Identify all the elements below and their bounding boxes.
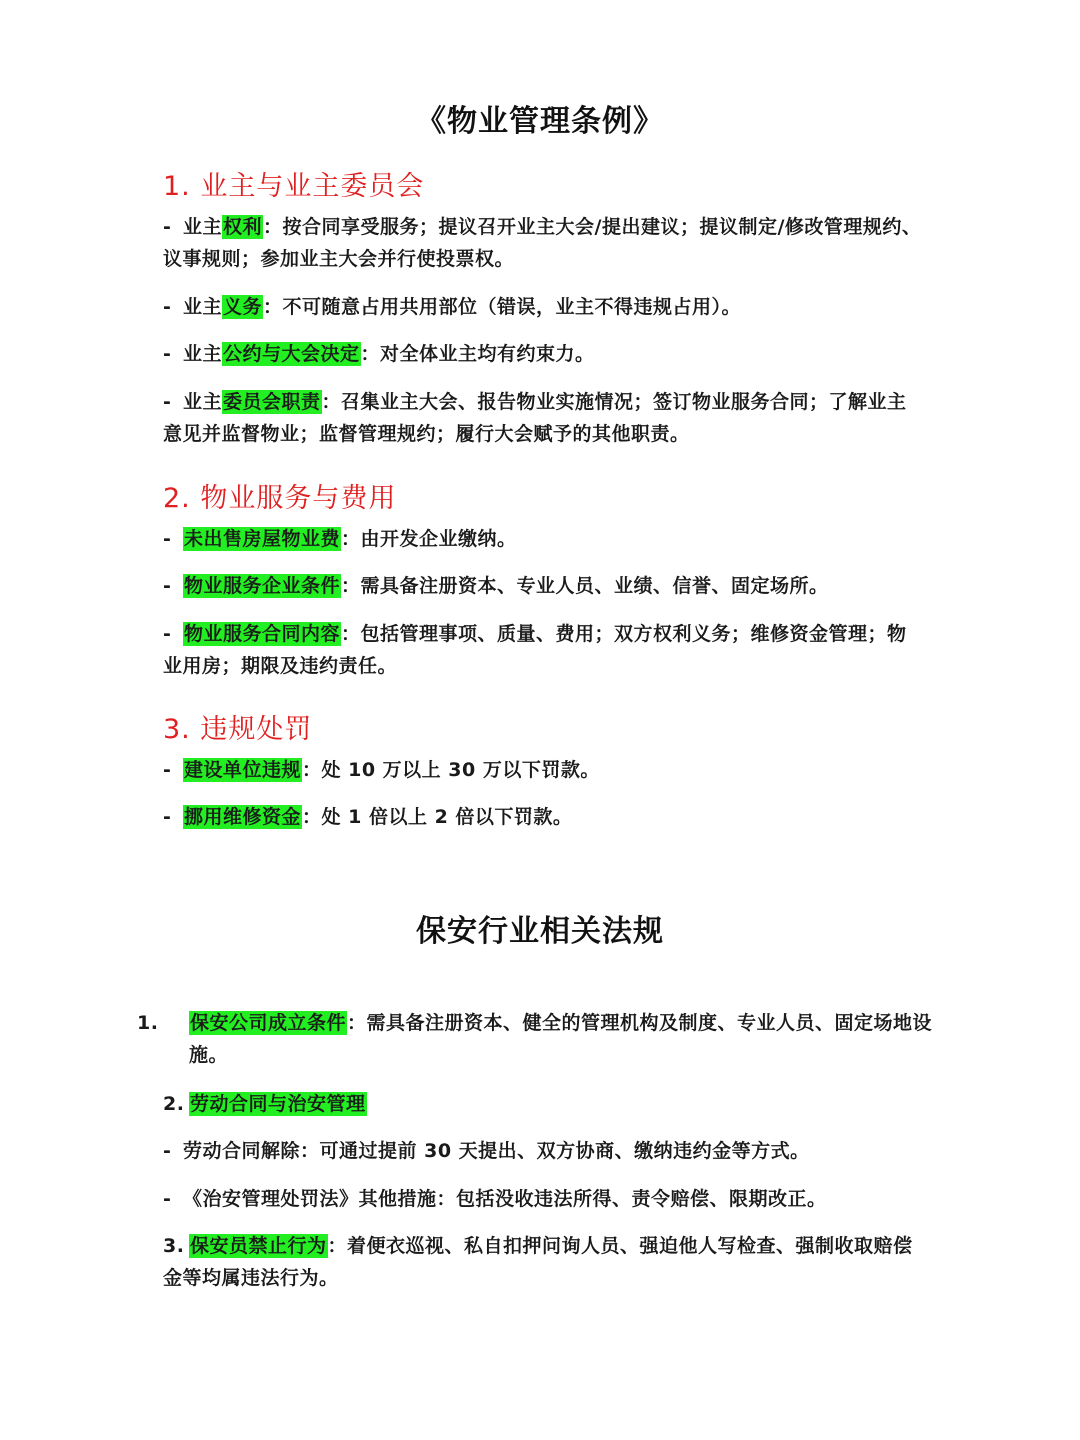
bullet-dash: -: [163, 296, 172, 318]
highlighted-term: 委员会职责: [223, 391, 321, 413]
item-text: ：召集业主大会、报告物业实施情况；签订物业服务合同；了解业主意见并监督物业；监督管理规约；履行大会赋予的其他职责。: [163, 391, 907, 445]
item-text: ：处 10 万以上 30 万以下罚款。: [302, 759, 600, 781]
bullet-dash: -: [163, 759, 172, 781]
section-heading-services: 2. 物业服务与费用: [163, 483, 397, 514]
document-title: 《物业管理条例》: [416, 104, 664, 139]
item-text: ：处 1 倍以上 2 倍以下罚款。: [302, 806, 573, 828]
highlighted-term: 公约与大会决定: [223, 343, 360, 365]
section-heading-penalties: 3. 违规处罚: [163, 714, 313, 745]
highlighted-term: 未出售房屋物业费: [184, 528, 341, 550]
bullet-dash: -: [163, 1188, 172, 1210]
list-item: [163, 386, 923, 450]
list-item: [163, 754, 923, 786]
list-item: [163, 1230, 923, 1294]
list-item: [163, 338, 923, 370]
list-item: [163, 1088, 923, 1120]
highlighted-term: 物业服务合同内容: [184, 623, 341, 645]
item-text: ：由开发企业缴纳。: [341, 528, 517, 550]
item-text: ：对全体业主均有约束力。: [360, 343, 595, 365]
highlighted-term: 保安公司成立条件: [190, 1012, 347, 1034]
list-item: [163, 1183, 923, 1215]
item-text: ：着便衣巡视、私自扣押问询人员、强迫他人写检查、强制收取赔偿金等均属违法行为。: [163, 1235, 913, 1289]
list-item: [163, 211, 923, 275]
list-item: [163, 1135, 923, 1167]
bullet-dash: -: [163, 623, 172, 645]
item-number: 3.: [163, 1235, 185, 1257]
item-text: ：按合同享受服务；提议召开业主大会/提出建议；提议制定/修改管理规约、议事规则；参加业主大会并行使投票权。: [163, 216, 922, 270]
item-number: 1.: [137, 1012, 159, 1034]
item-text: ：需具备注册资本、健全的管理机构及制度、专业人员、固定场地设施。: [189, 1012, 933, 1066]
item-text: ：不可随意占用共用部位（错误，业主不得违规占用）。: [263, 296, 742, 318]
item-text: 《治安管理处罚法》其他措施：包括没收违法所得、责令赔偿、限期改正。: [183, 1188, 827, 1210]
item-prefix: 业主: [183, 296, 223, 318]
highlighted-term: 建设单位违规: [184, 759, 302, 781]
item-prefix: 业主: [183, 216, 223, 238]
highlighted-term: 物业服务企业条件: [184, 575, 341, 597]
bullet-dash: -: [163, 806, 172, 828]
highlighted-term: 保安员禁止行为: [190, 1235, 327, 1257]
list-item: [137, 1007, 935, 1071]
highlighted-term: 权利: [223, 216, 263, 238]
list-item: [163, 801, 923, 833]
item-text: 劳动合同解除：可通过提前 30 天提出、双方协商、缴纳违约金等方式。: [183, 1140, 810, 1162]
item-text: ：包括管理事项、质量、费用；双方权利义务；维修资金管理；物业用房；期限及违约责任。: [163, 623, 907, 677]
highlighted-term: 挪用维修资金: [184, 806, 302, 828]
item-text: ：需具备注册资本、专业人员、业绩、信誉、固定场所。: [341, 575, 829, 597]
highlighted-term: 劳动合同与治安管理: [190, 1093, 366, 1115]
list-item: [163, 618, 923, 682]
list-item: [163, 291, 923, 323]
section-heading-owners: 1. 业主与业主委员会: [163, 171, 425, 202]
item-number: 2.: [163, 1093, 185, 1115]
bullet-dash: -: [163, 343, 172, 365]
item-prefix: 业主: [183, 343, 223, 365]
list-item: [163, 570, 923, 602]
bullet-dash: -: [163, 391, 172, 413]
bullet-dash: -: [163, 1140, 172, 1162]
bullet-dash: -: [163, 575, 172, 597]
highlighted-term: 义务: [223, 296, 263, 318]
bullet-dash: -: [163, 528, 172, 550]
item-prefix: 业主: [183, 391, 223, 413]
bullet-dash: -: [163, 216, 172, 238]
document-title-security: 保安行业相关法规: [416, 914, 664, 949]
list-item: [163, 523, 923, 555]
